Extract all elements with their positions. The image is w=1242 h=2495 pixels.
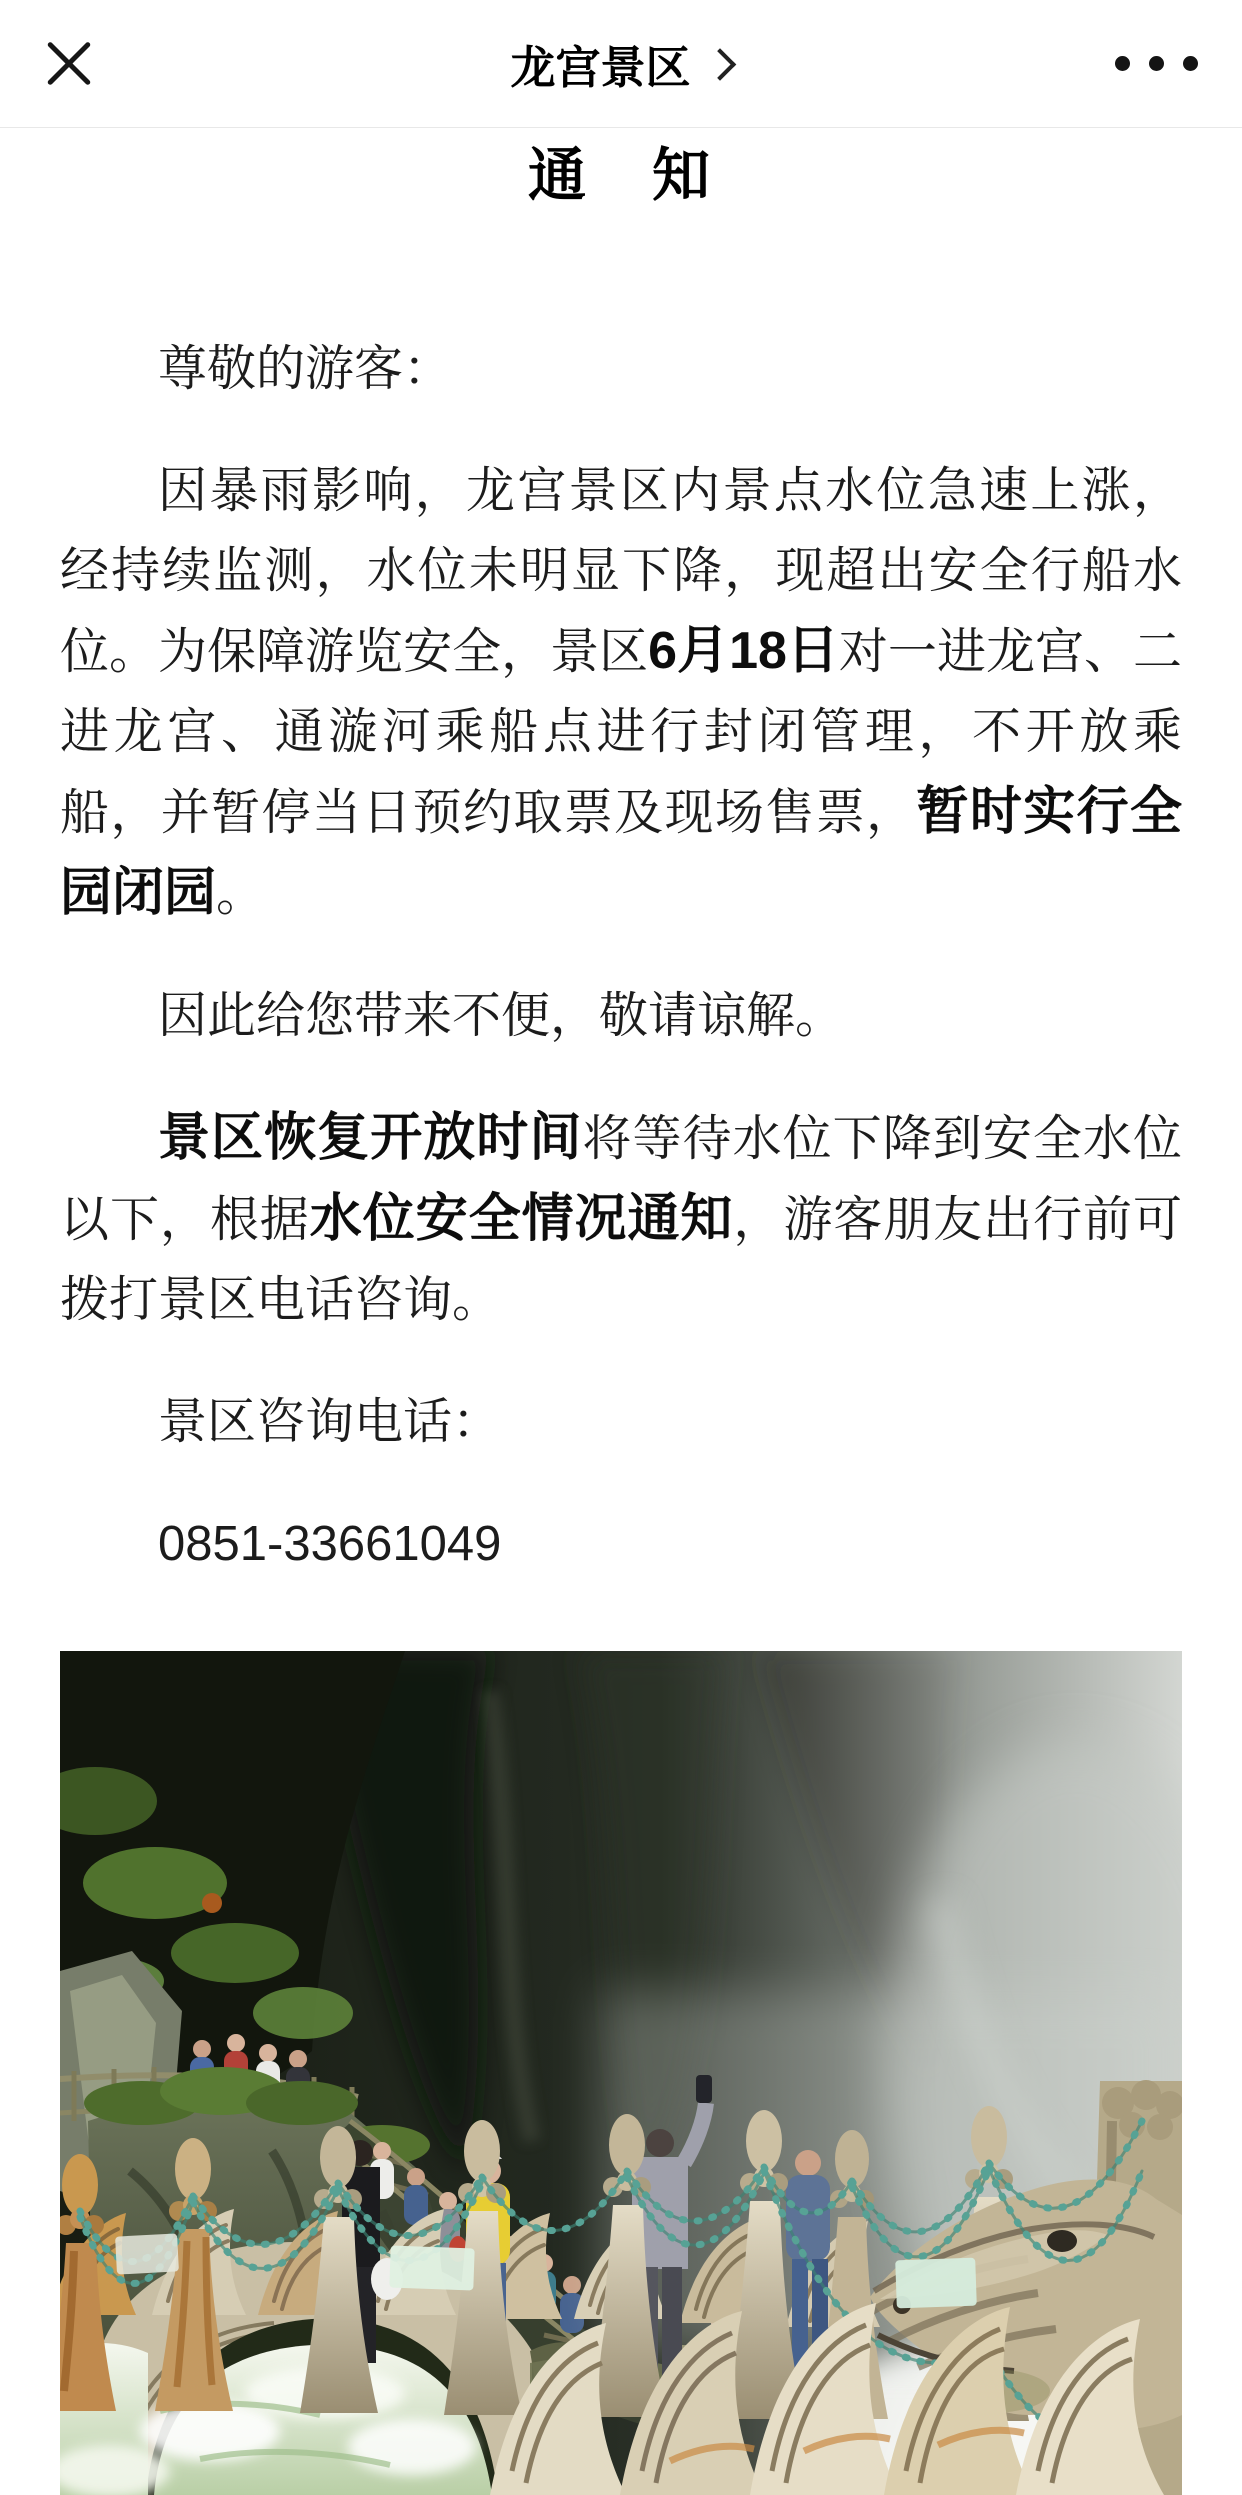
article-body: [0, 143, 1242, 2495]
page-title-text: 龙宫景区: [510, 42, 691, 93]
more-menu-icon[interactable]: [1115, 56, 1198, 71]
titlebar: [0, 0, 1242, 128]
paragraph-reopen: 景区恢复开放时间将等待水位下降到安全水位以下，根据水位安全情况通知，游客朋友出行前可拨打景区电话咨询。: [60, 1109, 1182, 1327]
paragraph-phone-label: 景区咨询电话：: [158, 1395, 502, 1449]
chevron-right-icon: [704, 48, 737, 81]
paragraph-closure: 因暴雨影响，龙宫景区内景点水位急速上涨，经持续监测，水位未明显下降，现超出安全行船水位。为保障游览安全，景区6月18日对一进龙宫、二进龙宫、通漩河乘船点进行封闭管理，不开放乘船，并暂停当日预约取票及现场售票，暂时实行全园闭园。: [60, 464, 1182, 922]
paragraph-phone-number: 0851-33661049: [158, 1517, 502, 1571]
scenic-photo[interactable]: [60, 1651, 1182, 2495]
page-title[interactable]: [510, 0, 731, 127]
paragraph-greeting: 尊敬的游客：: [158, 342, 453, 396]
close-icon[interactable]: [40, 34, 98, 92]
paragraph-apology: 因此给您带来不便，敬请谅解。: [158, 989, 845, 1043]
notice-title: 通 知: [527, 143, 714, 208]
